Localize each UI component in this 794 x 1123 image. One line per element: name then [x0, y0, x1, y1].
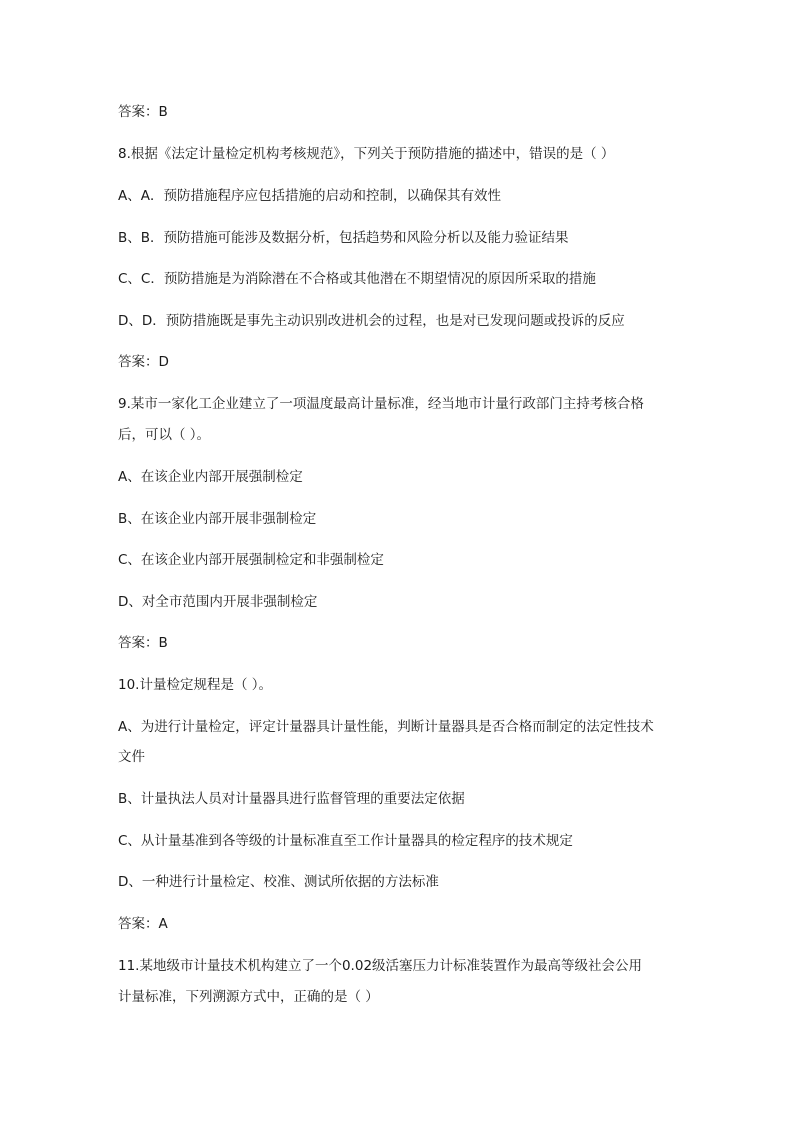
question-9-option-d: D、对全市范围内开展非强制检定	[118, 594, 318, 610]
question-10-stem: 10.计量检定规程是（ ）。	[118, 677, 273, 693]
question-9-stem-line-2: 后，可以（ ）。	[118, 427, 211, 443]
question-10-option-d: D、一种进行计量检定、校准、测试所依据的方法标准	[118, 874, 439, 890]
question-11-stem-line-2: 计量标准，下列溯源方式中，正确的是（ ）	[118, 989, 379, 1005]
question-10-option-c: C、从计量基准到各等级的计量标准直至工作计量器具的检定程序的技术规定	[118, 833, 573, 849]
question-11-stem-line-1: 11.某地级市计量技术机构建立了一个0.02级活塞压力计标准装置作为最高等级社会公用	[118, 958, 643, 974]
question-8-option-d: D、D．预防措施既是事先主动识别改进机会的过程，也是对已发现问题或投诉的反应	[118, 313, 625, 329]
answer-line-q9: 答案：B	[118, 635, 168, 651]
question-8-option-a: A、A．预防措施程序应包括措施的启动和控制，以确保其有效性	[118, 188, 501, 204]
answer-line-q10: 答案：A	[118, 916, 168, 932]
question-9-option-b: B、在该企业内部开展非强制检定	[118, 511, 317, 527]
question-9-option-c: C、在该企业内部开展强制检定和非强制检定	[118, 552, 384, 568]
question-8-option-b: B、B．预防措施可能涉及数据分析，包括趋势和风险分析以及能力验证结果	[118, 230, 569, 246]
question-9-option-a: A、在该企业内部开展强制检定	[118, 469, 303, 485]
question-9-stem-line-1: 9.某市一家化工企业建立了一项温度最高计量标准，经当地市计量行政部门主持考核合格	[118, 396, 644, 412]
answer-line-q8: 答案：D	[118, 354, 169, 370]
question-10-option-a-line-1: A、为进行计量检定，评定计量器具计量性能，判断计量器具是否合格而制定的法定性技术	[118, 719, 654, 735]
question-10-option-a-line-2: 文件	[118, 749, 145, 765]
question-10-option-b: B、计量执法人员对计量器具进行监督管理的重要法定依据	[118, 791, 465, 807]
answer-line-q7: 答案：B	[118, 104, 168, 120]
question-8-stem: 8.根据《法定计量检定机构考核规范》，下列关于预防措施的描述中，错误的是（ ）	[118, 146, 615, 162]
question-8-option-c: C、C．预防措施是为消除潜在不合格或其他潜在不期望情况的原因所采取的措施	[118, 271, 596, 287]
